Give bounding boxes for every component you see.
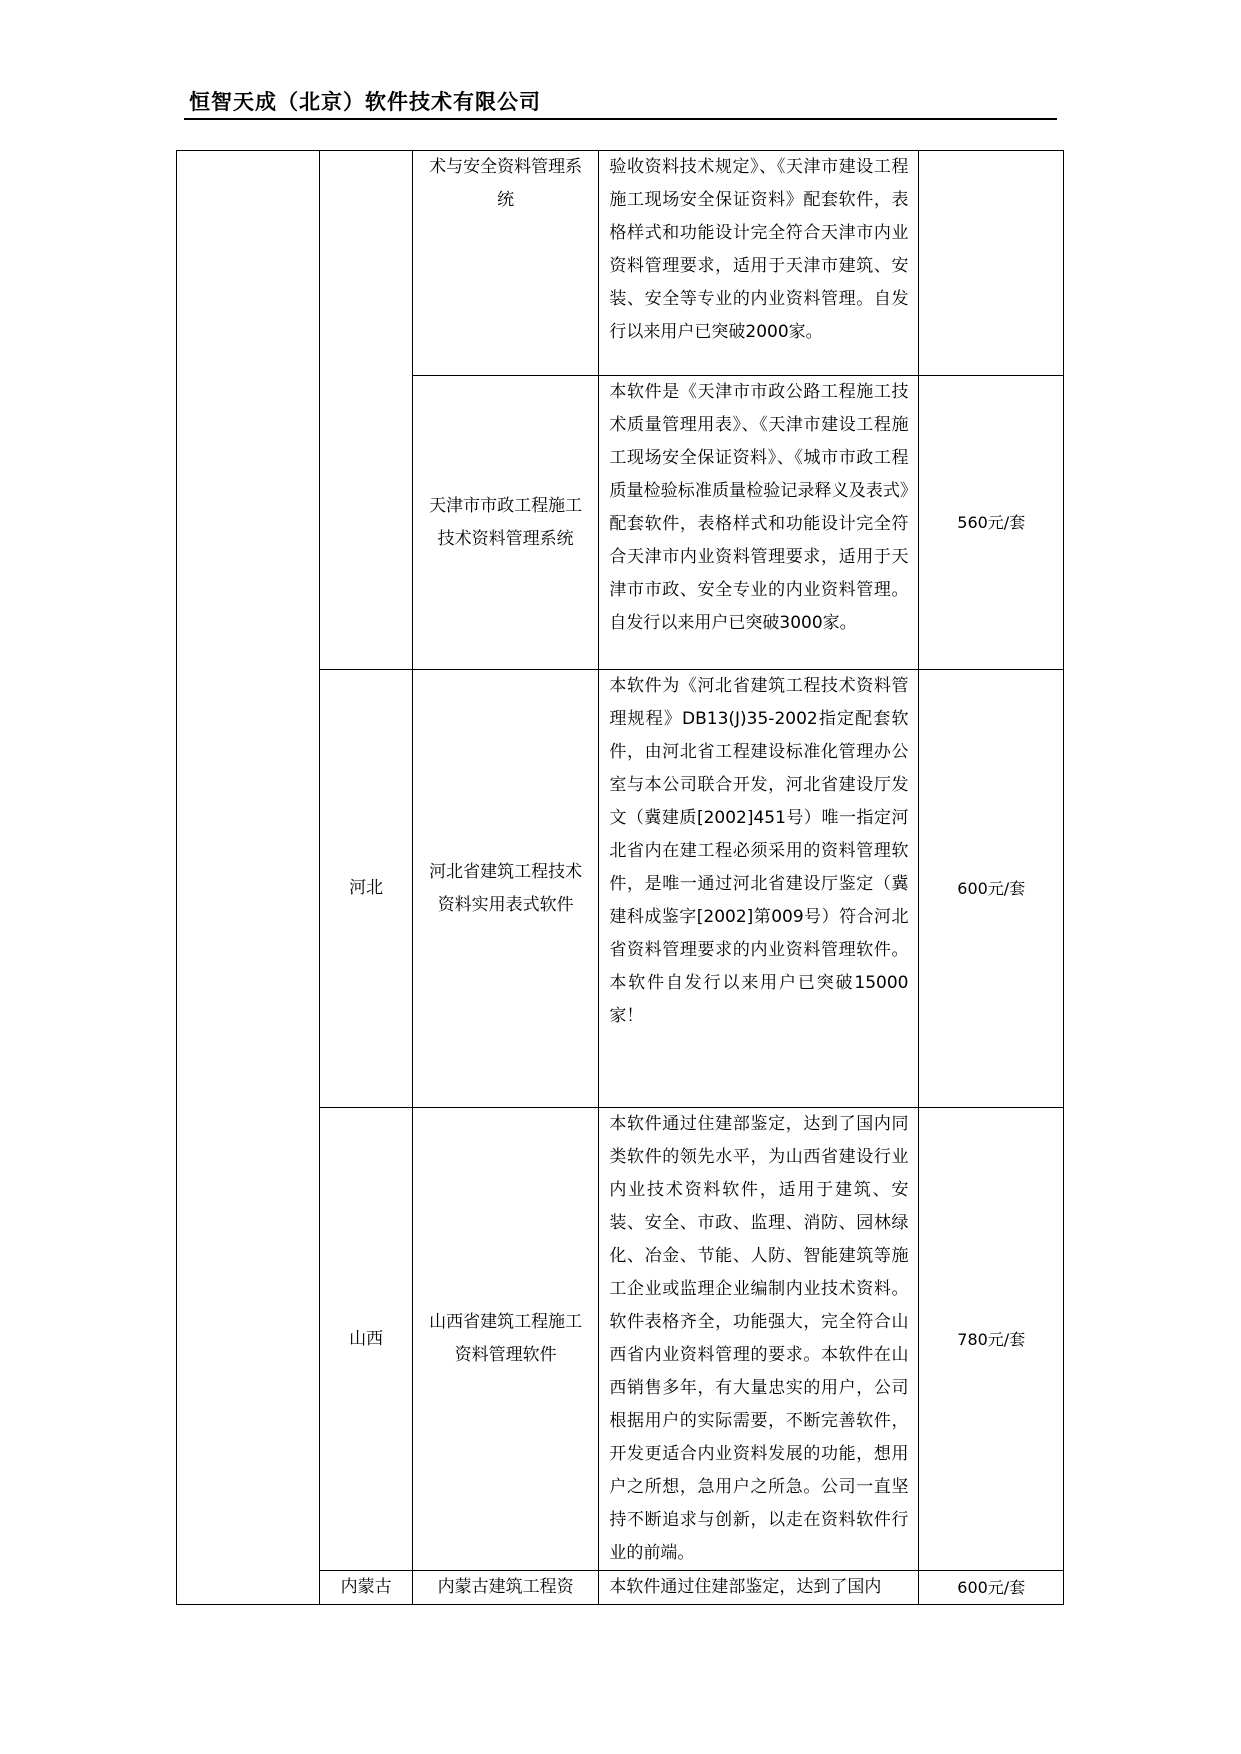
product-description: 本软件为《河北省建筑工程技术资料管理规程》DB13(J)35-2002指定配套软件，由河北省工程建设标准化管理办公室与本公司联合开发，河北省建设厅发文（冀建质[2002]451号）唯一指定河北省内在建工程必须采用的资料管理软件，是唯一通过河北省建设厅鉴定（冀建科成鉴字[2002]第009号）符合河北省资料管理要求的内业资料管理软件。本软件自发行以来用户已突破15000家！ bbox=[609, 676, 909, 1026]
region-cell: 内蒙古 bbox=[320, 1571, 412, 1605]
region-cell bbox=[320, 151, 412, 670]
price-cell: 600元/套 bbox=[919, 670, 1064, 1108]
product-name-cell: 术与安全资料管理系统 bbox=[412, 151, 599, 376]
table-row bbox=[177, 151, 1064, 376]
region-cell: 河北 bbox=[320, 670, 412, 1108]
price-cell: 780元/套 bbox=[919, 1108, 1064, 1571]
product-description-cell bbox=[599, 1108, 919, 1571]
product-description-cell bbox=[599, 376, 919, 670]
price-cell: 600元/套 bbox=[919, 1571, 1064, 1605]
product-description: 本软件是《天津市市政公路工程施工技术质量管理用表》、《天津市建设工程施工现场安全保证资料》、《城市市政工程质量检验标准质量检验记录释义及表式》配套软件，表格样式和功能设计完全符合天津市内业资料管理要求，适用于天津市市政、安全专业的内业资料管理。自发行以来用户已突破3000家。 bbox=[609, 382, 909, 633]
product-name-cell: 河北省建筑工程技术资料实用表式软件 bbox=[412, 670, 599, 1108]
product-name-cell: 山西省建筑工程施工资料管理软件 bbox=[412, 1108, 599, 1571]
product-price-table bbox=[176, 150, 1064, 1605]
product-name-cell: 内蒙古建筑工程资 bbox=[412, 1571, 599, 1605]
product-description: 本软件通过住建部鉴定，达到了国内同类软件的领先水平，为山西省建设行业内业技术资料软件，适用于建筑、安装、安全、市政、监理、消防、园林绿化、冶金、节能、人防、智能建筑等施工企业或监理企业编制内业技术资料。软件表格齐全，功能强大，完全符合山西省内业资料管理的要求。本软件在山西销售多年，有大量忠实的用户，公司根据用户的实际需要，不断完善软件，开发更适合内业资料发展的功能，想用户之所想，急用户之所急。公司一直坚持不断追求与创新，以走在资料软件行业的前端。 bbox=[609, 1114, 909, 1563]
company-header: 恒智天成（北京）软件技术有限公司 bbox=[189, 90, 541, 114]
product-description: 本软件通过住建部鉴定，达到了国内 bbox=[609, 1577, 882, 1597]
product-description: 验收资料技术规定》、《天津市建设工程施工现场安全保证资料》配套软件，表格样式和功能设计完全符合天津市内业资料管理要求，适用于天津市建筑、安装、安全等专业的内业资料管理。自发行以来用户已突破2000家。 bbox=[609, 157, 909, 342]
product-description-cell bbox=[599, 1571, 919, 1605]
category-cell bbox=[177, 151, 320, 1605]
header-divider bbox=[184, 118, 1057, 120]
price-cell bbox=[919, 151, 1064, 376]
product-description-cell bbox=[599, 151, 919, 376]
region-cell: 山西 bbox=[320, 1108, 412, 1571]
product-description-cell bbox=[599, 670, 919, 1108]
product-name-cell: 天津市市政工程施工技术资料管理系统 bbox=[412, 376, 599, 670]
price-cell: 560元/套 bbox=[919, 376, 1064, 670]
